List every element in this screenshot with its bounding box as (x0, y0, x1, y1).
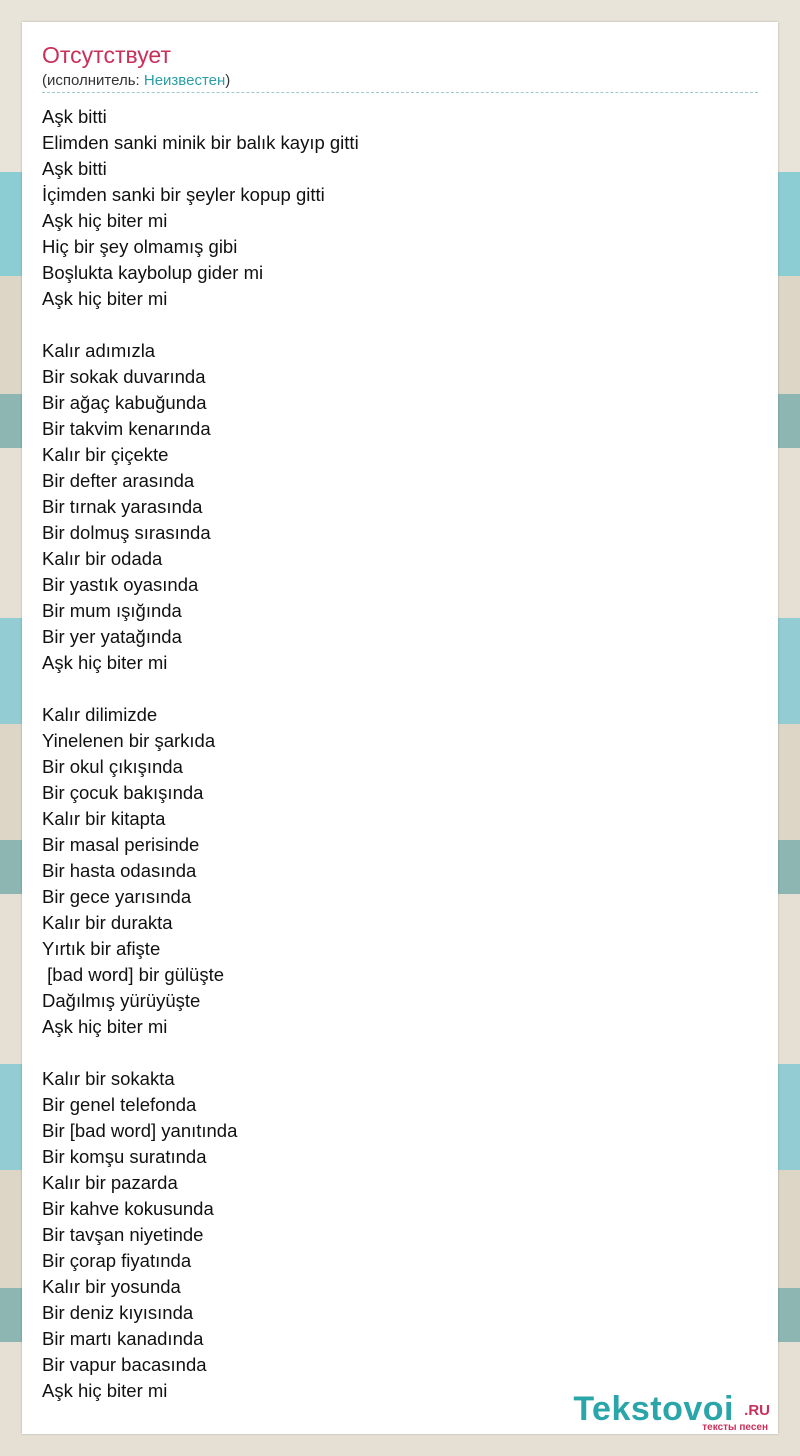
logo-tld: .RU (744, 1402, 770, 1419)
lyrics-card (22, 22, 778, 1434)
artist-suffix: ) (225, 72, 231, 89)
artist-link[interactable]: Неизвестен (143, 72, 226, 89)
site-logo[interactable] (560, 1390, 770, 1434)
artist-line (42, 72, 230, 89)
lyrics-text: Aşk bitti Elimden sanki minik bir balık kayıp gitti Aşk bitti İçimden sanki bir şeyler kopup gitti Aşk hiç biter mi Hiç bir şey olmamış gibi Boşlukta kaybolup gider mi Aşk hiç biter mi Kalır adımızla Bir sokak duvarında Bir ağaç kabuğunda Bir takvim kenarında Kalır bir çiçekte Bir defter arasında Bir tırnak yarasında Bir dolmuş sırasında Kalır bir odada Bir yastık oyasında Bir mum ışığında Bir yer yatağında Aşk hiç biter mi Kalır dilimizde Yinelenen bir şarkıda Bir okul çıkışında Bir çocuk bakışında Kalır bir kitapta Bir masal perisinde Bir hasta odasında Bir gece yarısında Kalır bir durakta Yırtık bir afişte [bad word] bir gülüşte Dağılmış yürüyüşte Aşk hiç biter mi Kalır bir sokakta Bir genel telefonda Bir [bad word] yanıtında Bir komşu suratında Kalır bir pazarda Bir kahve kokusunda Bir tavşan niyetinde Bir çorap fiyatında Kalır bir yosunda Bir deniz kıyısında Bir martı kanadında Bir vapur bacasında Aşk hiç biter mi (42, 106, 359, 1401)
song-title: Отсутствует (42, 42, 171, 68)
artist-prefix: (исполнитель: (42, 72, 144, 89)
logo-subtitle: тексты песен (702, 1422, 768, 1433)
logo-main-text: Tekstovoi (573, 1390, 734, 1428)
divider (42, 92, 758, 93)
